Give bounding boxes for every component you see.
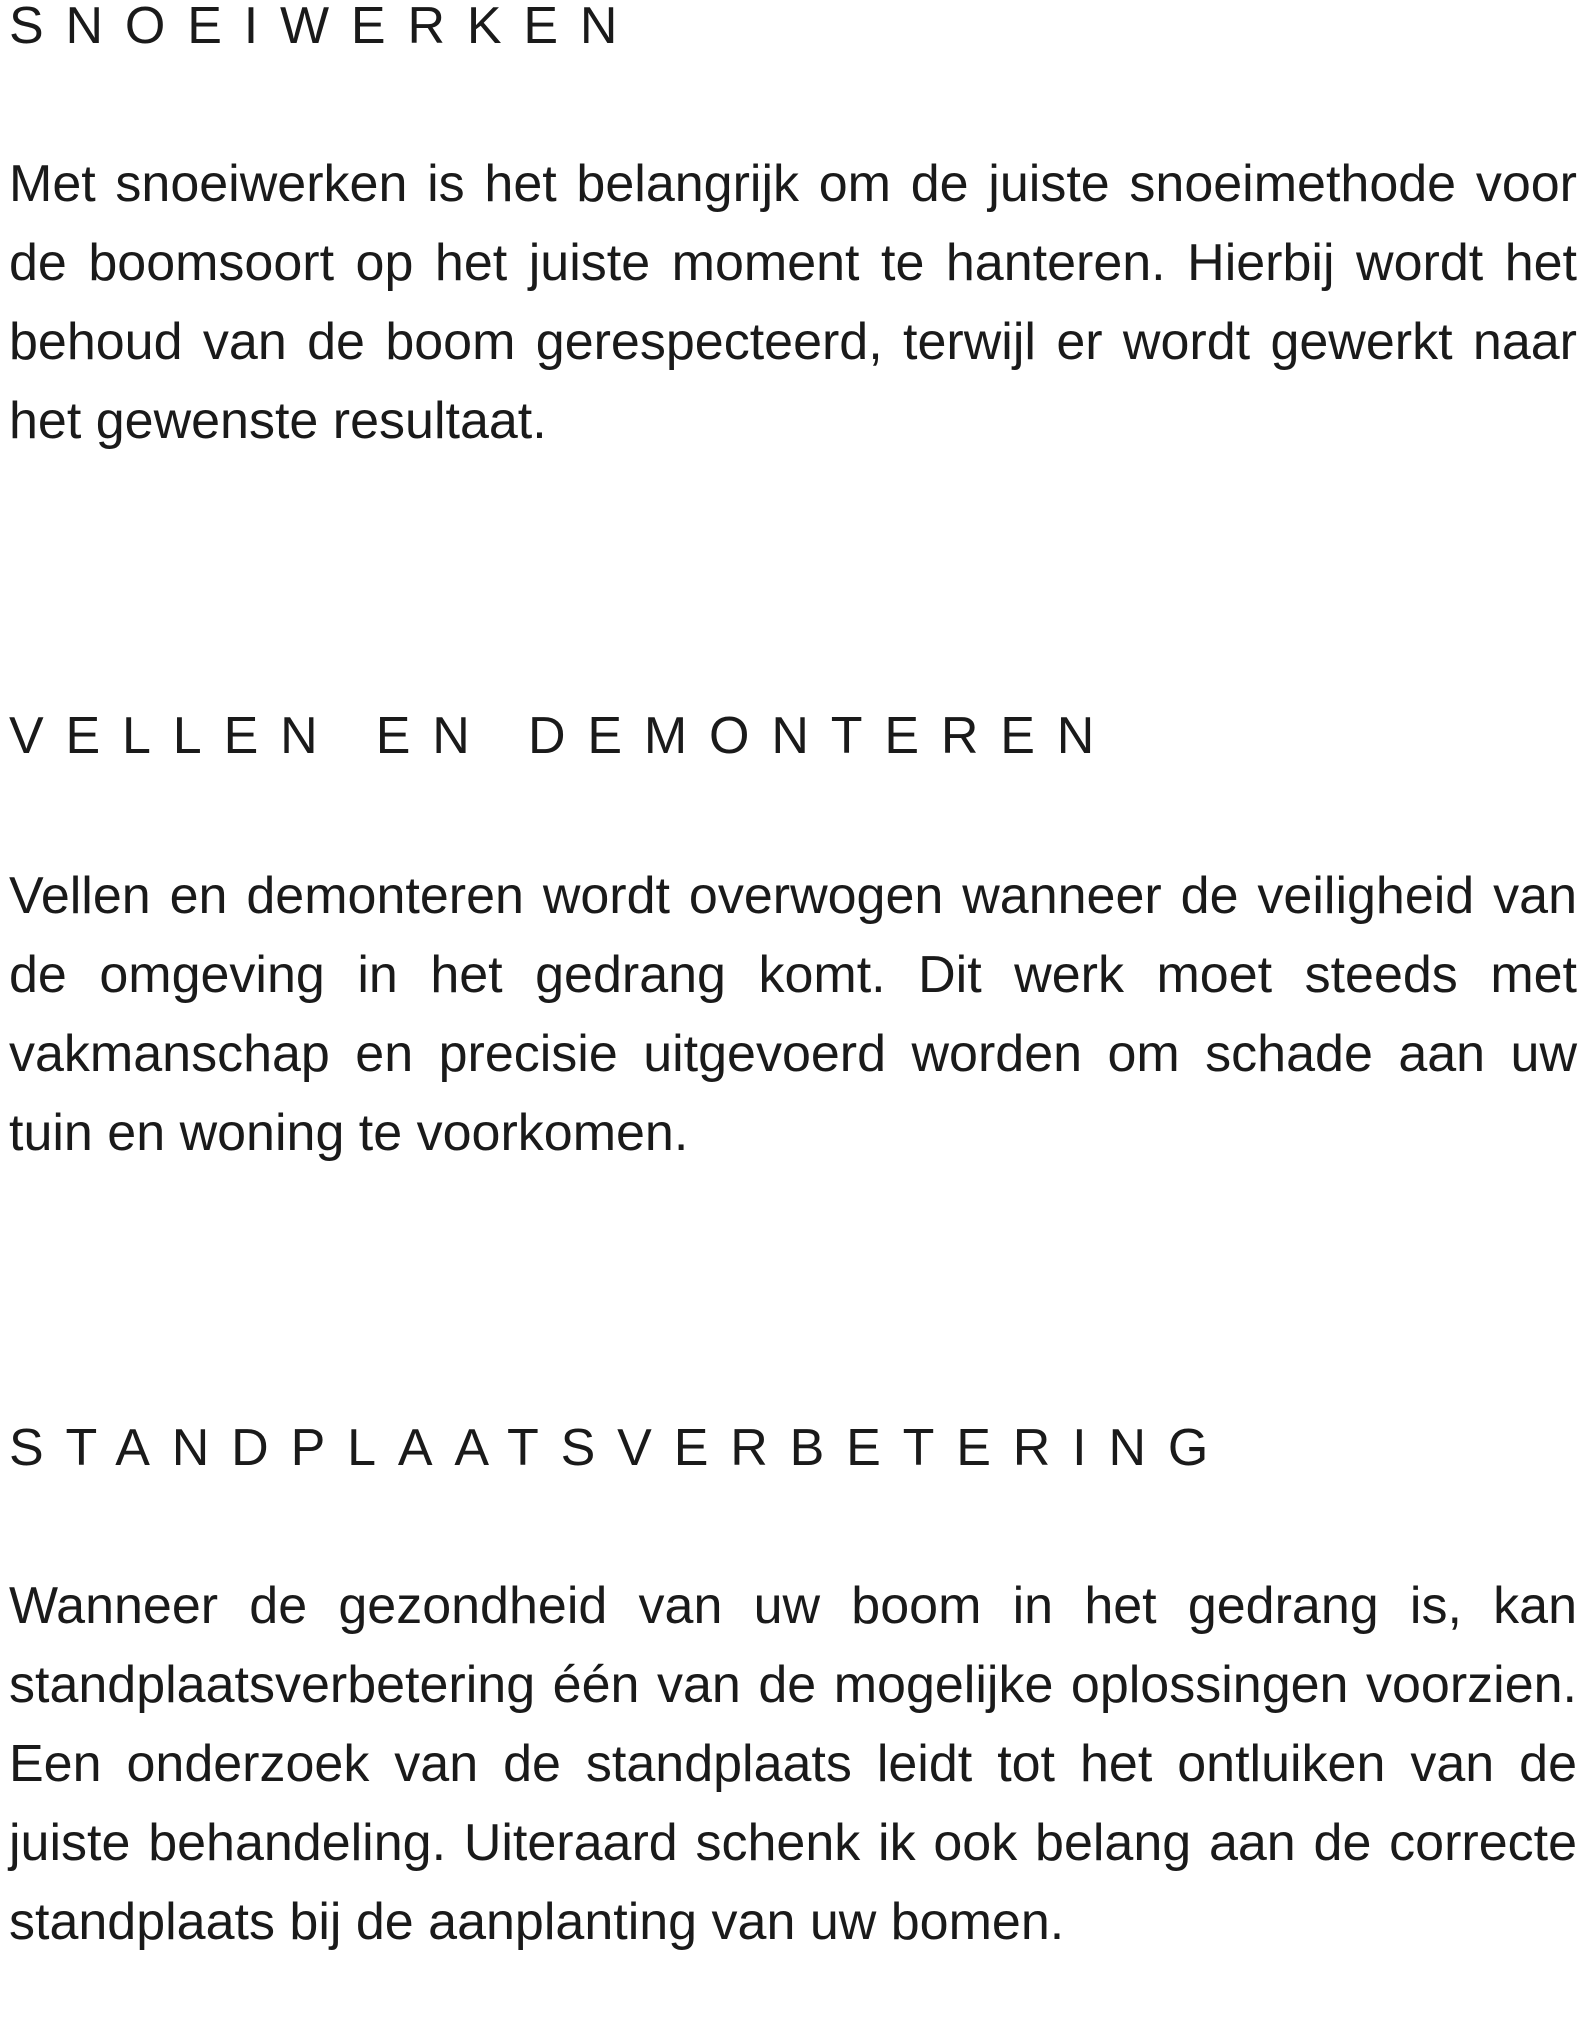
section-text-snoeiwerken: Met snoeiwerken is het belangrijk om de juiste snoeimethode voor de boomsoort op het juiste moment te hanteren. Hierbij wordt het behoud van de boom gerespecteerd, terwijl er wordt gewerkt naar het gewenste resultaat.	[9, 155, 1577, 450]
section-heading-vellen-en-demonteren: VELLEN EN DEMONTEREN	[9, 707, 1117, 765]
section-heading-snoeiwerken: SNOEIWERKEN	[9, 0, 640, 55]
section-heading-standplaatsverbetering: STANDPLAATSVERBETERING	[9, 1419, 1231, 1477]
section-text-vellen-en-demonteren: Vellen en demonteren wordt overwogen wanneer de veiligheid van de omgeving in het gedrang komt. Dit werk moet steeds met vakmanschap en precisie uitgevoerd worden om schade aan uw tuin en woning te voorkomen.	[9, 867, 1577, 1162]
section-text-standplaatsverbetering: Wanneer de gezondheid van uw boom in het gedrang is, kan standplaatsverbetering één van de mogelijke oplossingen voorzien. Een onderzoek van de standplaats leidt tot het ontluiken van de juiste behandeling. Uiteraard schenk ik ook belang aan de correcte standplaats bij de aanplanting van uw bomen.	[9, 1577, 1577, 1951]
